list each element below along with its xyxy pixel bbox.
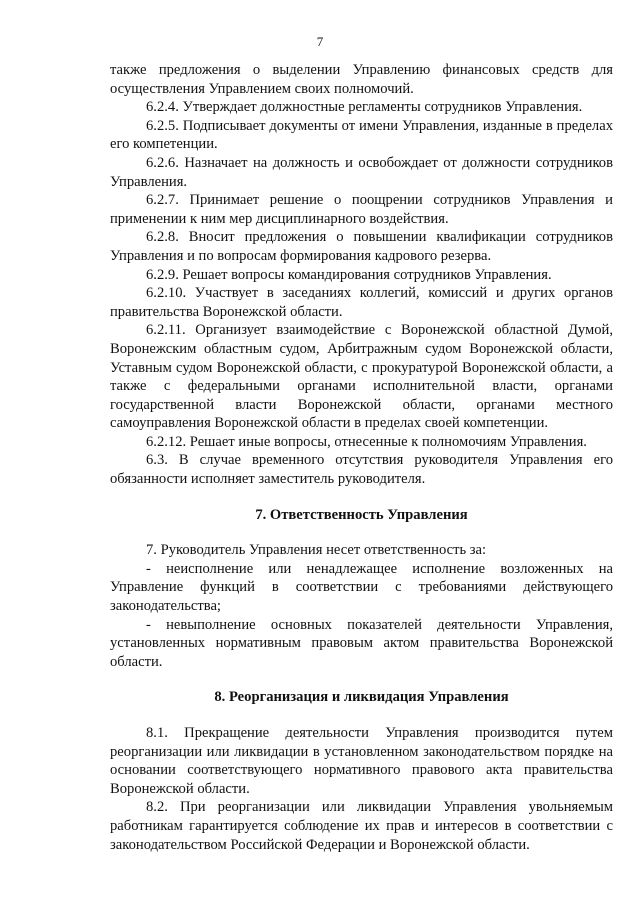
spacer xyxy=(110,524,613,541)
section-7-heading: 7. Ответственность Управления xyxy=(255,506,468,523)
paragraph-8-2: 8.2. При реорганизации или ликвидации Управления увольняемым работникам гарантируется соблюдение их прав и интересов в соответствии с законодательством Российской Федерации и Воронежской области. xyxy=(110,799,613,853)
paragraph-7-intro: 7. Руководитель Управления несет ответственность за: xyxy=(146,542,487,559)
paragraph-6-2-6: 6.2.6. Назначает на должность и освобождает от должности сотрудников Управления. xyxy=(110,154,613,190)
paragraph-7-item-2: - невыполнение основных показателей деятельности Управления, установленных нормативным правовым актом правительства Воронежской области. xyxy=(110,616,613,670)
paragraph-6-2-11: 6.2.11. Организует взаимодействие с Воронежской областной Думой, Воронежским областным судом, Арбитражным судом Воронежской области, Уставным судом Воронежской области, с прокуратурой Воронежской области, а также с федеральными органами исполнительной власти, органами государственной власти Воронежской области, органами местного самоуправления Воронежской области в пределах своей компетенции. xyxy=(110,322,613,432)
section-8-heading: 8. Реорганизация и ликвидация Управления xyxy=(214,689,509,706)
spacer xyxy=(110,489,613,506)
document-body xyxy=(110,61,613,854)
paragraph-6-2-5: 6.2.5. Подписывает документы от имени Управления, изданные в пределах его компетенции. xyxy=(110,117,613,153)
paragraph-6-2-4: 6.2.4. Утверждает должностные регламенты сотрудников Управления. xyxy=(146,99,583,116)
paragraph-7-item-1: - неисполнение или ненадлежащее исполнение возложенных на Управление функций в соответствии с требованиями действующего законодательства; xyxy=(110,560,613,615)
spacer xyxy=(110,671,613,688)
paragraph-6-2-8: 6.2.8. Вносит предложения о повышении квалификации сотрудников Управления и по вопросам формирования кадрового резерва. xyxy=(110,229,613,264)
paragraph-6-2-12: 6.2.12. Решает иные вопросы, отнесенные к полномочиям Управления. xyxy=(146,433,587,450)
page-number: 7 xyxy=(316,34,324,49)
paragraph-6-2-3-continuation: также предложения о выделении Управлению финансовых средств для осуществления Управлением своих полномочий. xyxy=(110,62,613,97)
paragraph-6-3: 6.3. В случае временного отсутствия руководителя Управления его обязанности исполняет заместитель руководителя. xyxy=(110,452,613,488)
paragraph-6-2-10: 6.2.10. Участвует в заседаниях коллегий, комиссий и других органов правительства Воронежской области. xyxy=(110,285,613,320)
spacer xyxy=(110,707,613,724)
paragraph-6-2-9: 6.2.9. Решает вопросы командирования сотрудников Управления. xyxy=(146,266,552,283)
paragraph-6-2-7: 6.2.7. Принимает решение о поощрении сотрудников Управления и применении к ним мер дисциплинарного воздействия. xyxy=(110,192,613,227)
paragraph-8-1: 8.1. Прекращение деятельности Управления производится путем реорганизации или ликвидации в установленном законодательством порядке на основании соответствующего нормативного правового акта правительства Воронежской области. xyxy=(110,725,613,797)
